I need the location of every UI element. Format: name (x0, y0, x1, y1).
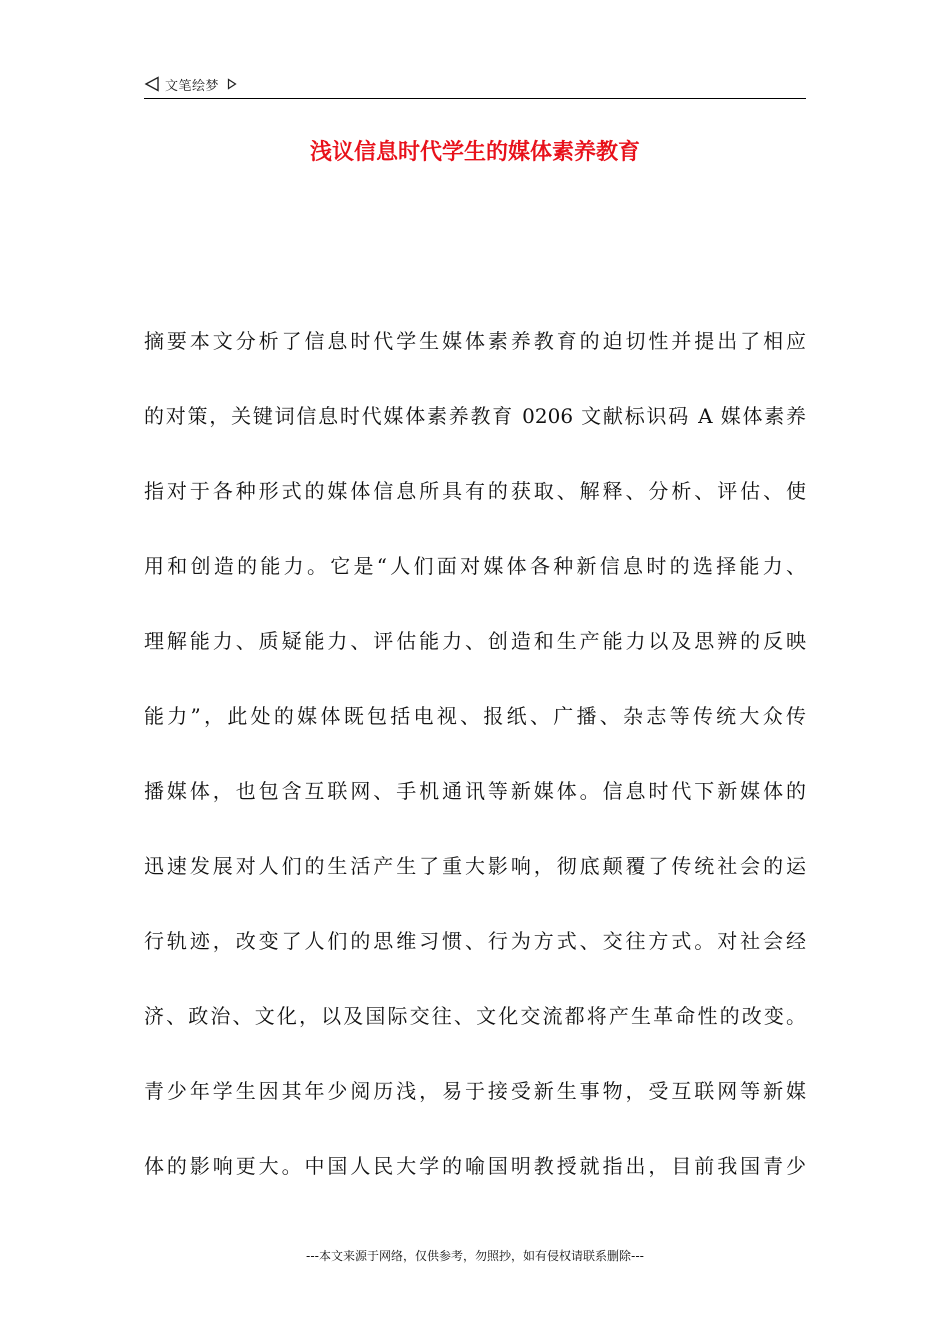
text-line: 青少年学生因其年少阅历浅，易于接受新生事物，受互联网等新媒 (144, 1079, 806, 1103)
triangle-left-icon (144, 76, 160, 92)
text-line: 济、政治、文化，以及国际交往、文化交流都将产生革命性的改变。 (144, 1004, 806, 1028)
text-line: 能力”，此处的媒体既包括电视、报纸、广播、杂志等传统大众传 (144, 704, 806, 728)
brand (144, 74, 237, 94)
text-line: 摘要本文分析了信息时代学生媒体素养教育的迫切性并提出了相应 (144, 329, 806, 353)
disclaimer-footer: ---本文来源于网络，仅供参考，勿照抄，如有侵权请联系删除--- (306, 1249, 644, 1263)
text-line: 理解能力、质疑能力、评估能力、创造和生产能力以及思辨的反映 (144, 629, 806, 653)
body-paragraph (144, 319, 806, 1219)
document-title: 浅议信息时代学生的媒体素养教育 (309, 140, 640, 165)
triangle-right-icon (227, 78, 237, 90)
text-line: 用和创造的能力。它是“人们面对媒体各种新信息时的选择能力、 (144, 554, 806, 578)
brand-name: 文笔绘梦 (165, 78, 220, 94)
text-line: 行轨迹，改变了人们的思维习惯、行为方式、交往方式。对社会经 (144, 929, 806, 953)
text-line: 的对策，关键词信息时代媒体素养教育 0206 文献标识码 A 媒体素养 (144, 404, 806, 428)
text-line: 体的影响更大。中国人民大学的喻国明教授就指出，目前我国青少 (144, 1154, 806, 1178)
page-header (144, 74, 806, 99)
text-line: 迅速发展对人们的生活产生了重大影响，彻底颠覆了传统社会的运 (144, 854, 806, 878)
text-line: 指对于各种形式的媒体信息所具有的获取、解释、分析、评估、使 (144, 479, 806, 503)
text-line: 播媒体，也包含互联网、手机通讯等新媒体。信息时代下新媒体的 (144, 779, 806, 803)
